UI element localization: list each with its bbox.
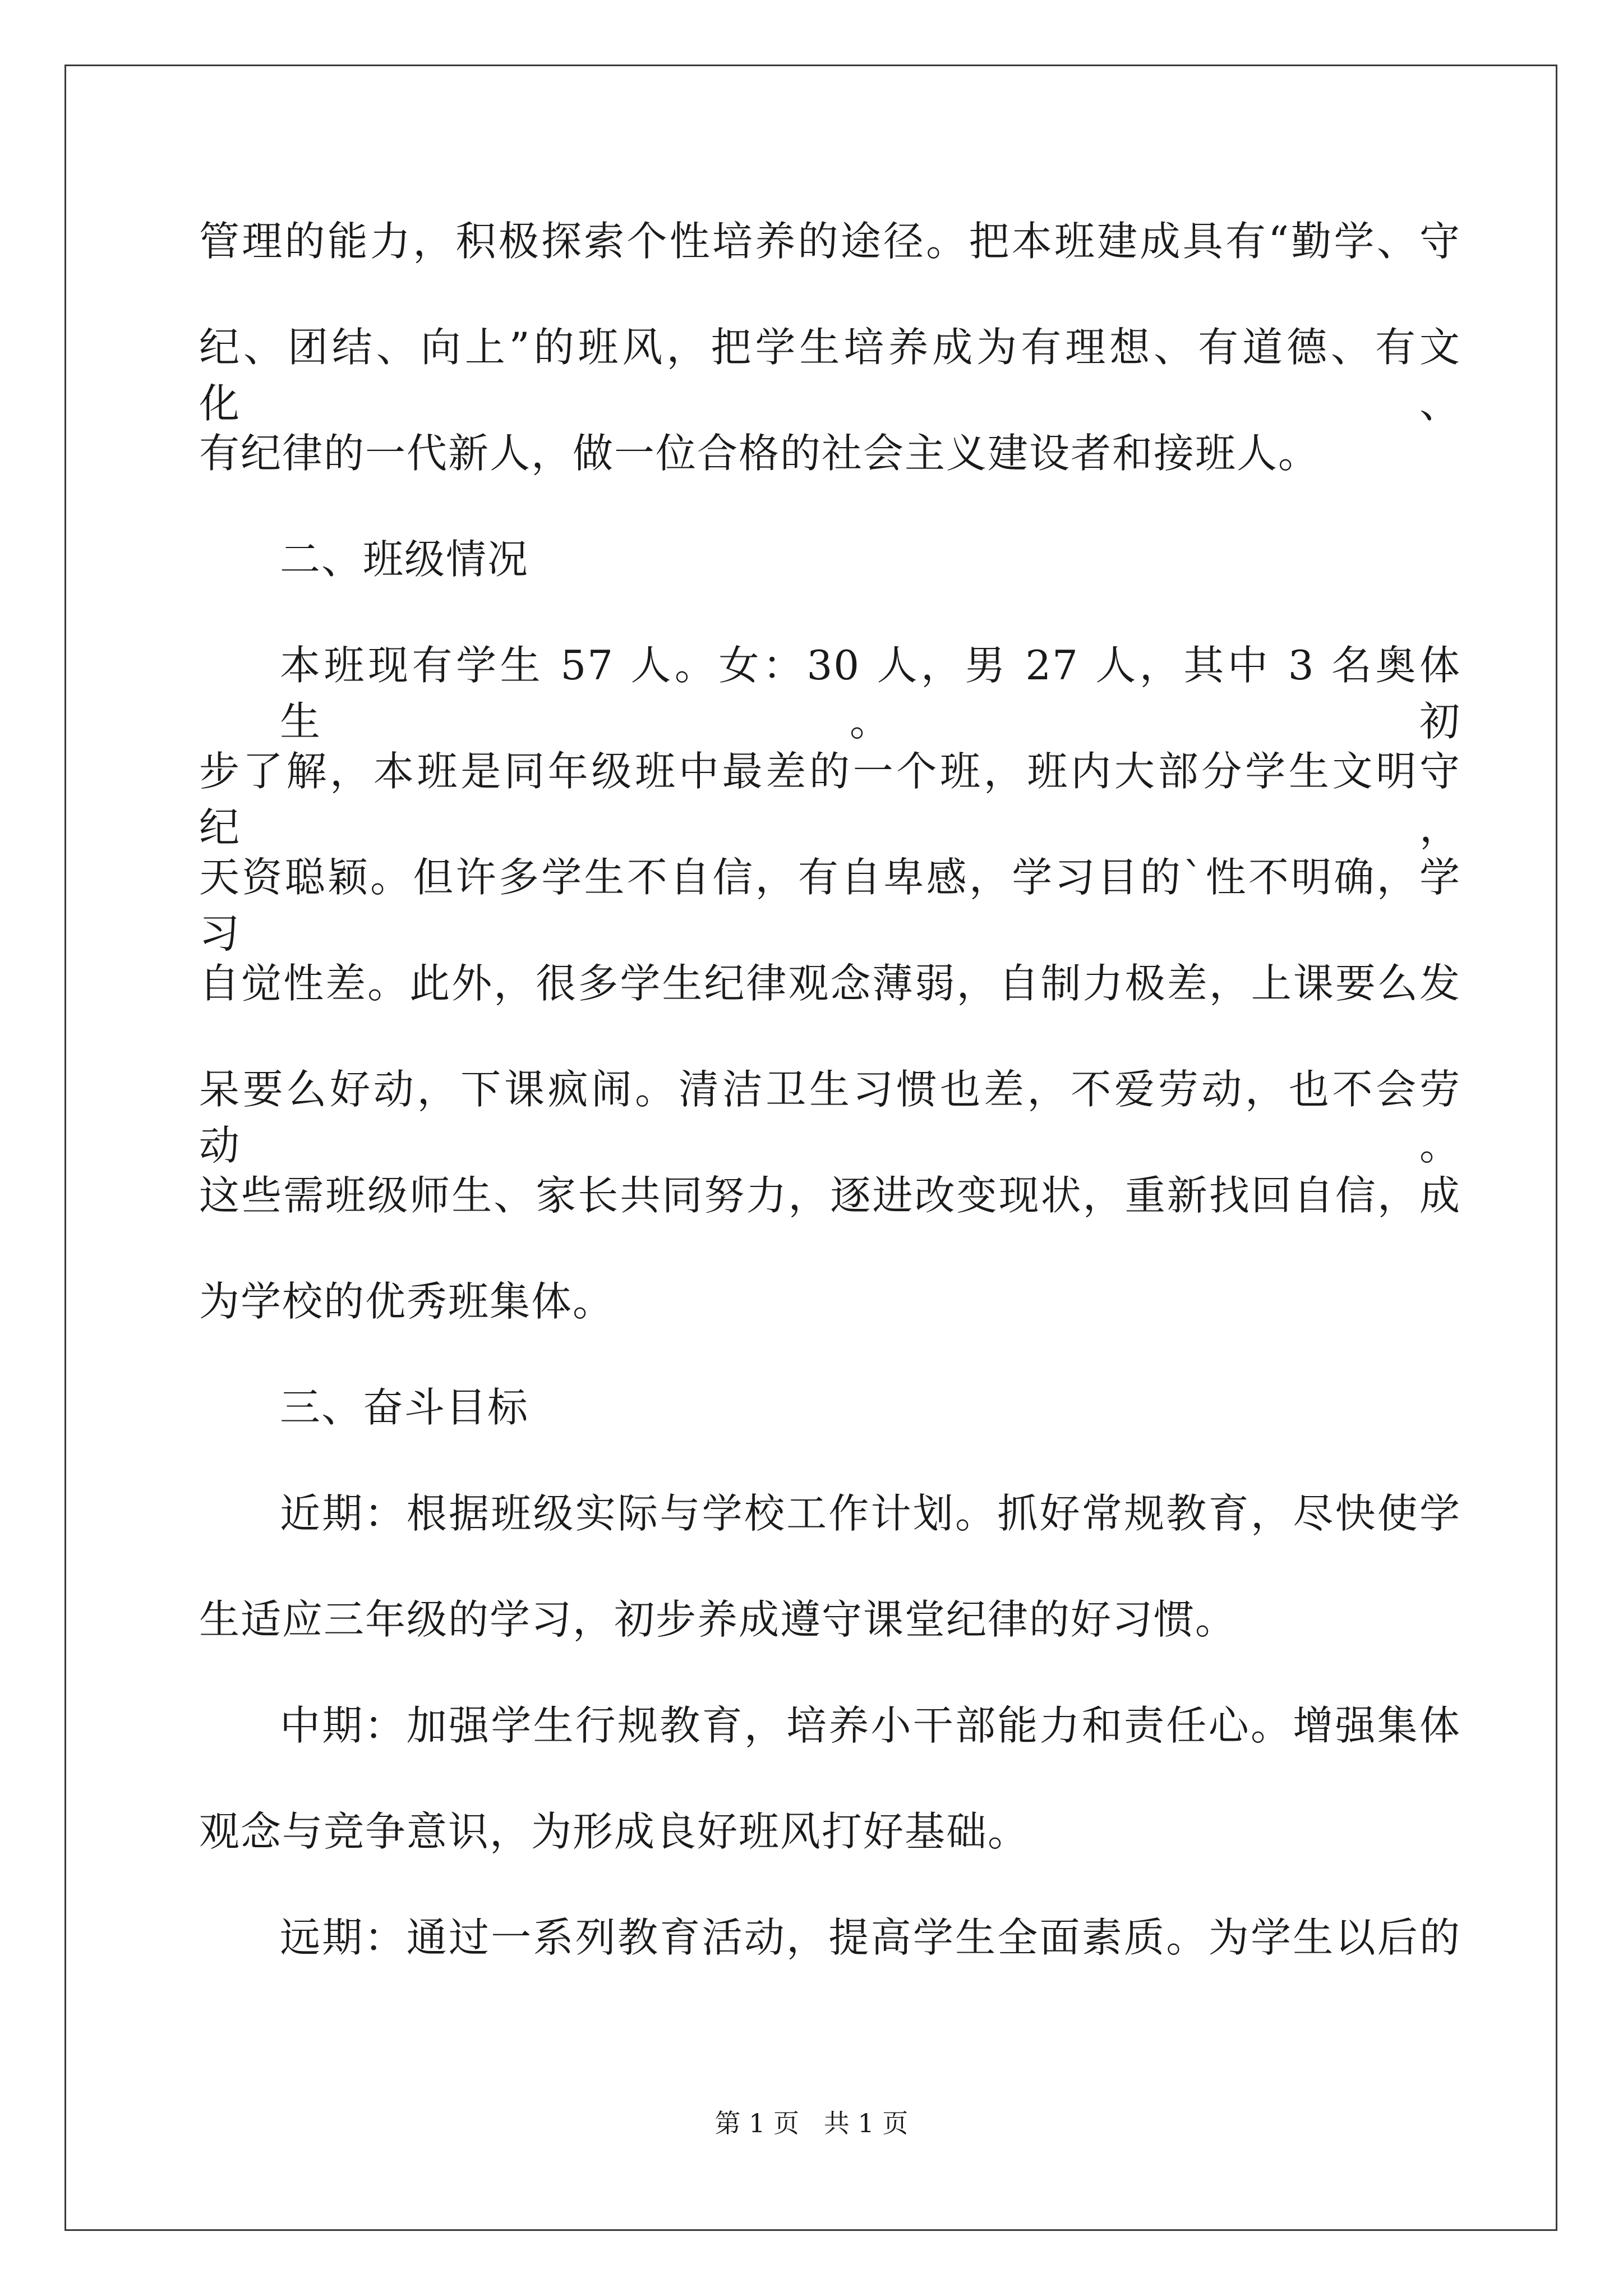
text-line: 呆要么好动，下课疯闹。清洁卫生习惯也差，不爱劳动，也不会劳动。 <box>199 1066 1461 1169</box>
section-heading: 三、奋斗目标 <box>280 1384 529 1431</box>
text-line: 生适应三年级的学习，初步养成遵守课堂纪律的好习惯。 <box>199 1596 1237 1643</box>
text-line: 远期：通过一系列教育活动，提高学生全面素质。为学生以后的 <box>280 1914 1461 1961</box>
text-line: 近期：根据班级实际与学校工作计划。抓好常规教育，尽快使学 <box>280 1490 1461 1537</box>
section-heading: 二、班级情况 <box>280 536 529 583</box>
text-line: 自觉性差。此外，很多学生纪律观念薄弱，自制力极差，上课要么发 <box>199 960 1461 1007</box>
text-line: 天资聪颖。但许多学生不自信，有自卑感，学习目的`性不明确，学习 <box>199 854 1461 957</box>
text-line: 这些需班级师生、家长共同努力，逐进改变现状，重新找回自信，成 <box>199 1172 1461 1219</box>
document-body <box>199 213 1461 2016</box>
text-line: 有纪律的一代新人，做一位合格的社会主义建设者和接班人。 <box>199 430 1320 477</box>
text-line: 观念与竞争意识，为形成良好班风打好基础。 <box>199 1808 1030 1855</box>
text-line: 步了解，本班是同年级班中最差的一个班，班内大部分学生文明守纪， <box>199 748 1461 851</box>
text-line: 本班现有学生 57 人。女：30 人，男 27 人，其中 3 名奥体生。初 <box>280 642 1461 745</box>
page-footer: 第 1 页 共 1 页 <box>714 2108 909 2138</box>
text-line: 管理的能力，积极探索个性培养的途径。把本班建成具有“勤学、守 <box>199 218 1461 265</box>
text-line: 中期：加强学生行规教育，培养小干部能力和责任心。增强集体 <box>280 1702 1461 1749</box>
text-line: 纪、团结、向上”的班风，把学生培养成为有理想、有道德、有文化、 <box>199 324 1461 427</box>
text-line: 为学校的优秀班集体。 <box>199 1278 615 1325</box>
